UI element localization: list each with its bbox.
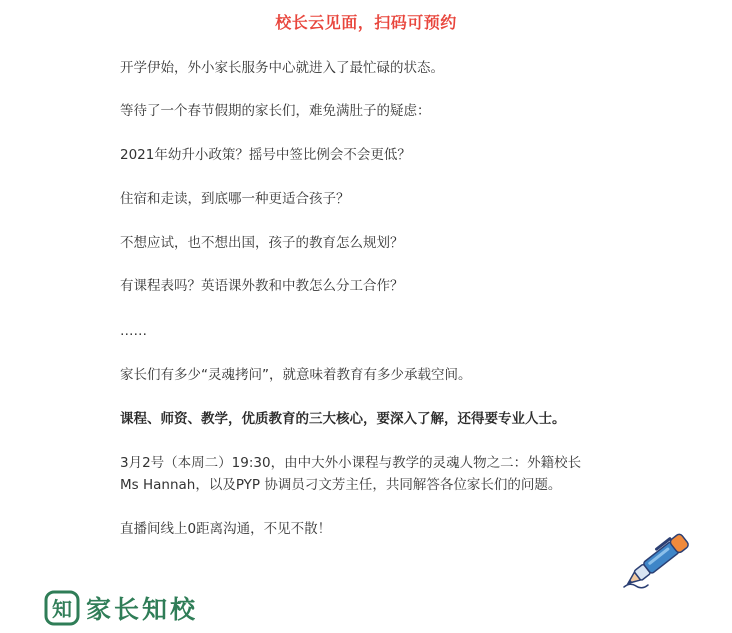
logo-text: 家长知校 [86, 595, 199, 624]
paragraph-soul-questions: 家长们有多少“灵魂拷问”，就意味着教育有多少承载空间。 [120, 367, 472, 383]
brand-logo [44, 590, 198, 626]
question-boarding: 住宿和走读，到底哪一种更适合孩子？ [120, 191, 350, 207]
question-policy: 2021年幼升小政策？摇号中签比例会不会更低？ [120, 147, 411, 163]
logo-icon [44, 590, 80, 626]
logo-glyph: 知 [52, 597, 72, 621]
question-planning: 不想应试，也不想出国，孩子的教育怎么规划？ [120, 235, 404, 251]
paragraph-intro: 开学伊始，外小家长服务中心就进入了最忙碌的状态。 [120, 60, 444, 76]
paragraph-closing: 直播间线上0距离沟通，不见不散！ [120, 521, 332, 537]
paragraph-event-details: 3月2号（本周二）19:30，由中大外小课程与教学的灵魂人物之二：外籍校长 Ms Hannah，以及PYP 协调员刁文芳主任，共同解答各位家长们的问题。 [120, 455, 582, 493]
pen-icon [618, 525, 698, 595]
page-title: 校长云见面，扫码可预约 [275, 13, 457, 32]
paragraph-doubts: 等待了一个春节假期的家长们，难免满肚子的疑虑： [120, 103, 431, 119]
paragraph-core-highlight: 课程、师资、教学，优质教育的三大核心，要深入了解，还得要专业人士。 [120, 411, 566, 427]
question-schedule: 有课程表吗？英语课外教和中教怎么分工合作？ [120, 278, 404, 294]
ellipsis: …… [120, 323, 147, 339]
